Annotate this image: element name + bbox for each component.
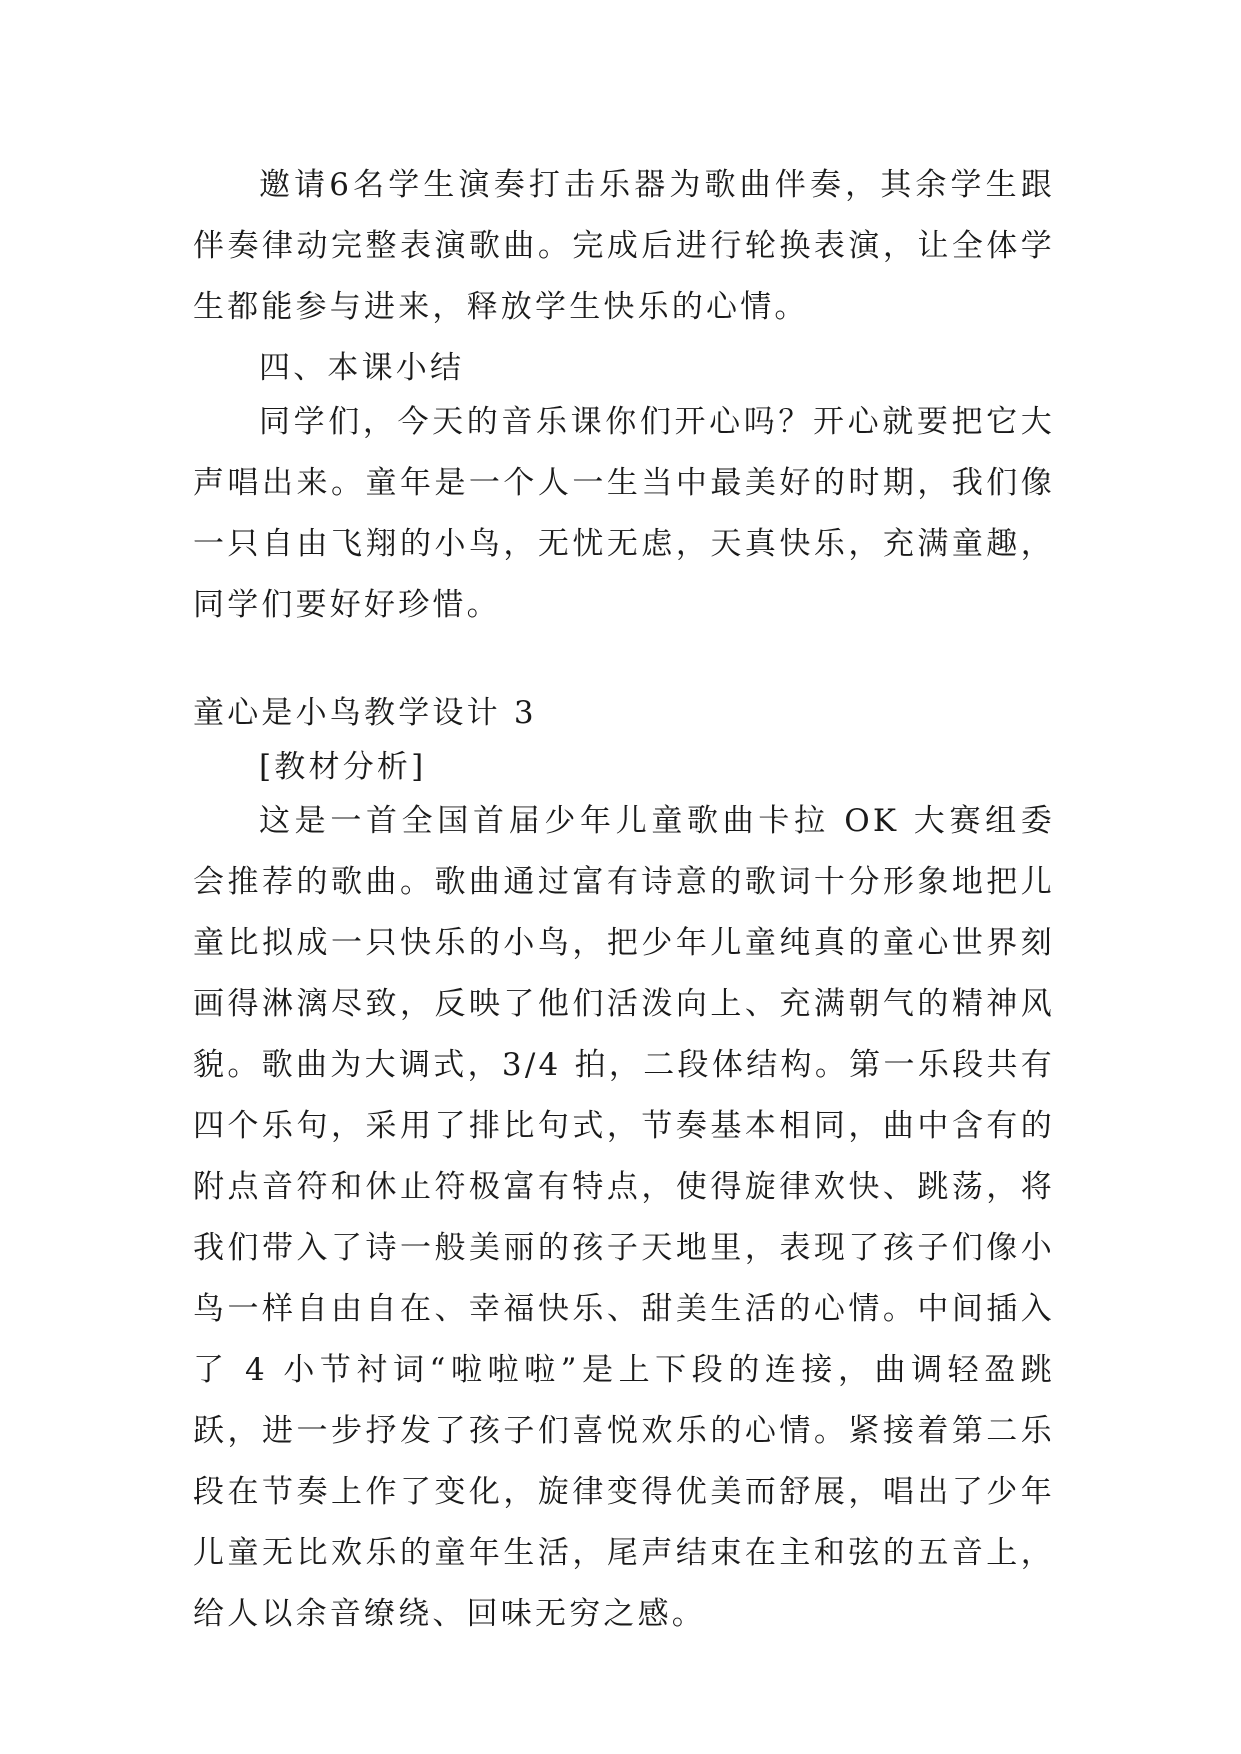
body-paragraph-summary: 同学们，今天的音乐课你们开心吗？开心就要把它大声唱出来。童年是一个人一生当中最美好的时期，我们像一只自由飞翔的小鸟，无忧无虑，天真快乐，充满童趣，同学们要好好珍惜。	[193, 404, 1055, 623]
subsection-label: [教材分析]	[259, 749, 427, 785]
section-title: 童心是小鸟教学设计 3	[193, 695, 537, 731]
section-heading-summary: 四、本课小结	[259, 350, 465, 386]
body-paragraph-accompaniment: 邀请6名学生演奏打击乐器为歌曲伴奏，其余学生跟伴奏律动完整表演歌曲。完成后进行轮换表演，让全体学生都能参与进来，释放学生快乐的心情。	[193, 167, 1055, 325]
body-paragraph-analysis: 这是一首全国首届少年儿童歌曲卡拉 OK 大赛组委会推荐的歌曲。歌曲通过富有诗意的歌词十分形象地把儿童比拟成一只快乐的小鸟，把少年儿童纯真的童心世界刻画得淋漓尽致，反映了他们活泼向上、充满朝气的精神风貌。歌曲为大调式，3/4 拍，二段体结构。第一乐段共有四个乐句，采用了排比句式，节奏基本相同，曲中含有的附点音符和休止符极富有特点，使得旋律欢快、跳荡，将我们带入了诗一般美丽的孩子天地里，表现了孩子们像小鸟一样自由自在、幸福快乐、甜美生活的心情。中间插入了 4 小节衬词“啦啦啦”是上下段的连接，曲调轻盈跳跃，进一步抒发了孩子们喜悦欢乐的心情。紧接着第二乐段在节奏上作了变化，旋律变得优美而舒展，唱出了少年儿童无比欢乐的童年生活，尾声结束在主和弦的五音上，给人以余音缭绕、回味无穷之感。	[193, 803, 1055, 1632]
